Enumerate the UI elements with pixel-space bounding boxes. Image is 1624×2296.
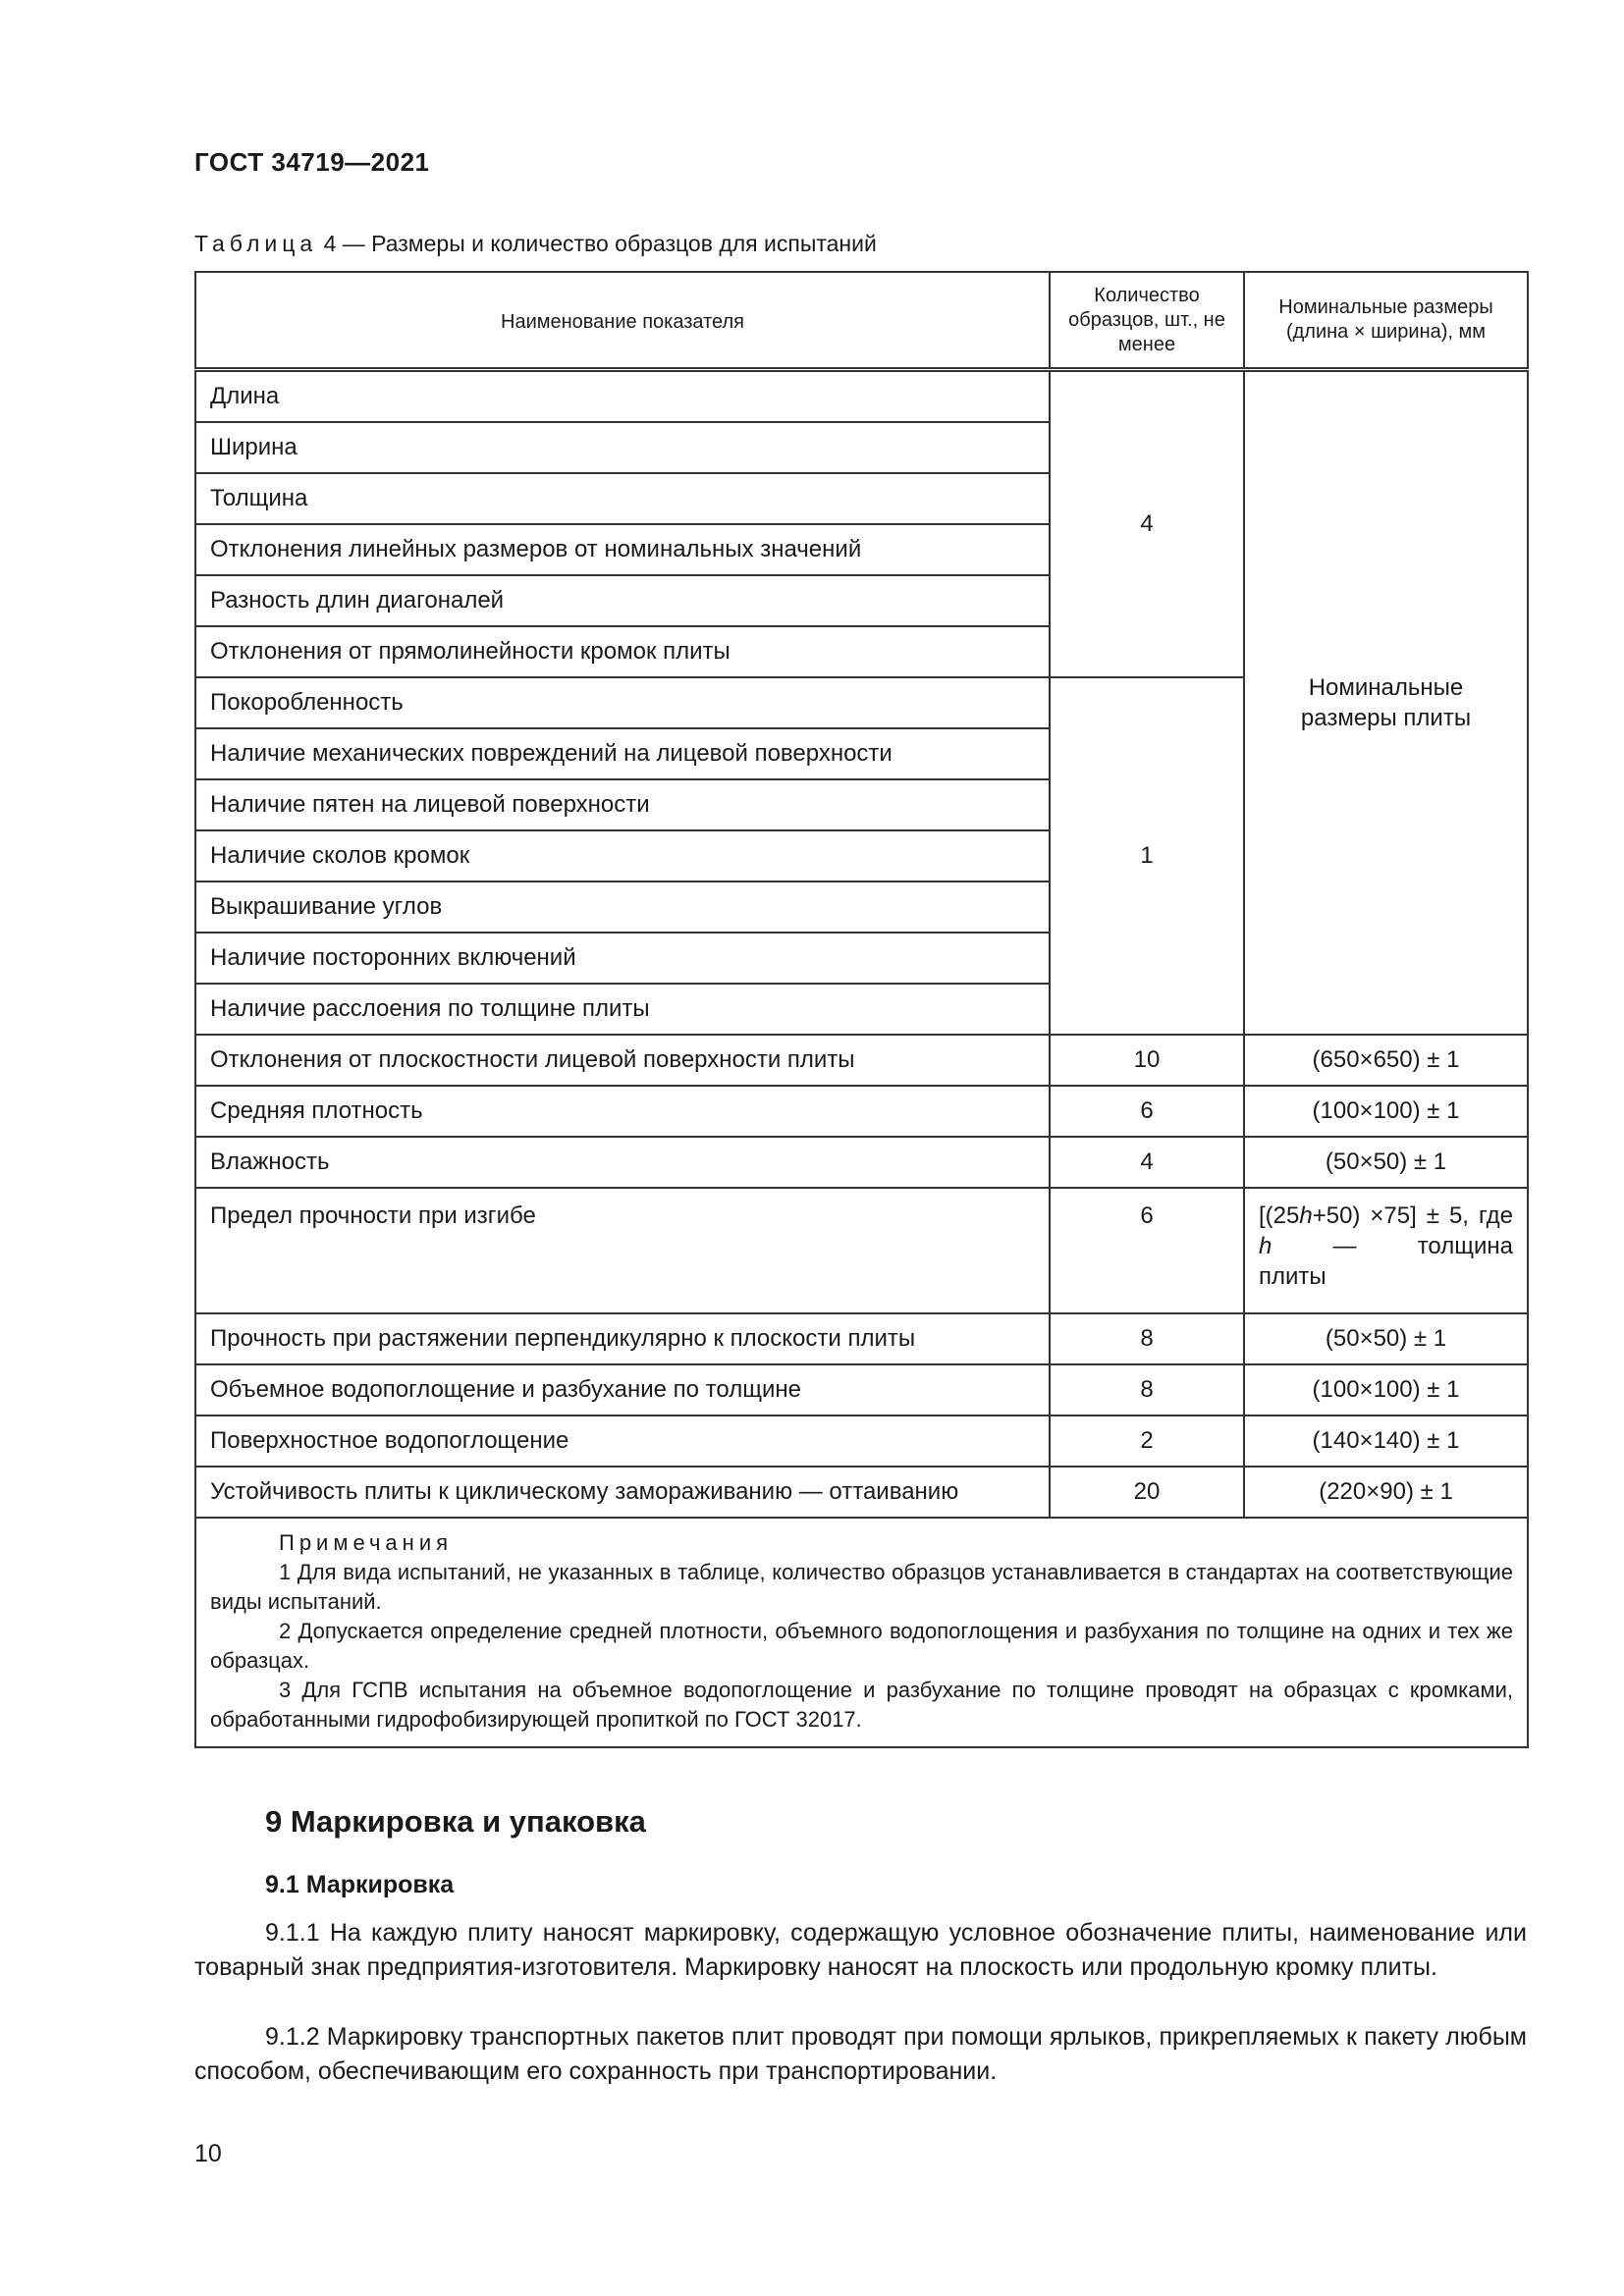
row-qty: 6 bbox=[1050, 1086, 1244, 1137]
row-name: Длина bbox=[195, 370, 1050, 423]
header-name: Наименование показателя bbox=[195, 272, 1050, 370]
table-row bbox=[195, 1313, 1528, 1364]
row-name: Выкрашивание углов bbox=[195, 881, 1050, 933]
row-qty: 4 bbox=[1050, 1137, 1244, 1188]
row-name: Разность длин диагоналей bbox=[195, 575, 1050, 626]
paragraph: 9.1.1 На каждую плиту наносят маркировку, содержащую условное обозначение плиты, наименование или товарный знак предприятия-изготовителя. Маркировку наносят на плоскость или продольную кромку плиты. bbox=[194, 1919, 1527, 1981]
row-name: Покоробленность bbox=[195, 677, 1050, 728]
samples-table bbox=[194, 271, 1529, 1748]
notes-cell bbox=[195, 1518, 1528, 1747]
header-qty: Количество образцов, шт., не менее bbox=[1050, 272, 1244, 370]
row-qty: 8 bbox=[1050, 1364, 1244, 1415]
row-name: Предел прочности при изгибе bbox=[195, 1188, 1050, 1313]
row-dims: (650×650) ± 1 bbox=[1244, 1035, 1528, 1086]
table-row bbox=[195, 1415, 1528, 1467]
row-name: Отклонения от плоскостности лицевой поверхности плиты bbox=[195, 1035, 1050, 1086]
document-id: ГОСТ 34719—2021 bbox=[194, 147, 430, 177]
row-name: Наличие расслоения по толщине плиты bbox=[195, 984, 1050, 1035]
row-qty: 20 bbox=[1050, 1467, 1244, 1518]
row-name: Прочность при растяжении перпендикулярно к плоскости плиты bbox=[195, 1313, 1050, 1364]
section-heading: 9 Маркировка и упаковка bbox=[265, 1804, 646, 1839]
row-name: Отклонения линейных размеров от номинальных значений bbox=[195, 524, 1050, 575]
row-name: Устойчивость плиты к циклическому замораживанию — оттаиванию bbox=[195, 1467, 1050, 1518]
table-row bbox=[195, 370, 1528, 423]
row-name: Наличие посторонних включений bbox=[195, 933, 1050, 984]
dims-part: плиты bbox=[1259, 1263, 1326, 1290]
table-header-row bbox=[195, 272, 1528, 370]
row-dims: (50×50) ± 1 bbox=[1244, 1313, 1528, 1364]
table-row bbox=[195, 1035, 1528, 1086]
row-dims: (50×50) ± 1 bbox=[1244, 1137, 1528, 1188]
notes-row bbox=[195, 1518, 1528, 1747]
dims-part: [(25 bbox=[1259, 1202, 1300, 1229]
row-dims: (220×90) ± 1 bbox=[1244, 1467, 1528, 1518]
row-dims bbox=[1244, 1188, 1528, 1313]
row-qty: 8 bbox=[1050, 1313, 1244, 1364]
row-qty: 6 bbox=[1050, 1188, 1244, 1313]
table-row bbox=[195, 1188, 1528, 1313]
paragraph: 9.1.2 Маркировку транспортных пакетов плит проводят при помощи ярлыков, прикрепляемых к пакету любым способом, обеспечивающим его сохранность при транспортировании. bbox=[194, 2023, 1527, 2085]
row-qty: 10 bbox=[1050, 1035, 1244, 1086]
group2-qty: 1 bbox=[1050, 677, 1244, 1035]
row-dims: (100×100) ± 1 bbox=[1244, 1364, 1528, 1415]
note-item: 2 Допускается определение средней плотности, объемного водопоглощения и разбухания по толщине на одних и тех же образцах. bbox=[210, 1619, 1513, 1673]
row-name: Наличие механических повреждений на лицевой поверхности bbox=[195, 728, 1050, 779]
row-name: Объемное водопоглощение и разбухание по толщине bbox=[195, 1364, 1050, 1415]
group1-qty: 4 bbox=[1050, 370, 1244, 678]
note-item: 1 Для вида испытаний, не указанных в таблице, количество образцов устанавливается в стандартах на соответствующие виды испытаний. bbox=[210, 1560, 1513, 1614]
table-caption-prefix: Таблица bbox=[194, 231, 318, 256]
table-row bbox=[195, 1467, 1528, 1518]
table-caption bbox=[194, 231, 877, 257]
row-name: Наличие сколов кромок bbox=[195, 830, 1050, 881]
row-name: Наличие пятен на лицевой поверхности bbox=[195, 779, 1050, 830]
subsection-heading: 9.1 Маркировка bbox=[265, 1871, 455, 1898]
row-name: Средняя плотность bbox=[195, 1086, 1050, 1137]
row-name: Толщина bbox=[195, 473, 1050, 524]
header-dims: Номинальные размеры (длина × ширина), мм bbox=[1244, 272, 1528, 370]
dims-part: +50) ×75] ± 5, где bbox=[1312, 1202, 1513, 1229]
row-name: Влажность bbox=[195, 1137, 1050, 1188]
row-name: Отклонения от прямолинейности кромок плиты bbox=[195, 626, 1050, 677]
row-name: Поверхностное водопоглощение bbox=[195, 1415, 1050, 1467]
note-item: 3 Для ГСПВ испытания на объемное водопоглощение и разбухание по толщине проводят на образцах с кромками, обработанными гидрофобизирующей пропиткой по ГОСТ 32017. bbox=[210, 1678, 1513, 1732]
dims-part: — толщина bbox=[1272, 1233, 1513, 1259]
row-dims: (140×140) ± 1 bbox=[1244, 1415, 1528, 1467]
notes-title: Примечания bbox=[279, 1530, 454, 1555]
merged-dims: Номинальные размеры плиты bbox=[1244, 370, 1528, 1036]
table-caption-text: 4 — Размеры и количество образцов для испытаний bbox=[317, 231, 877, 256]
row-dims: (100×100) ± 1 bbox=[1244, 1086, 1528, 1137]
row-qty: 2 bbox=[1050, 1415, 1244, 1467]
page-number: 10 bbox=[194, 2140, 222, 2167]
row-name: Ширина bbox=[195, 422, 1050, 473]
table-row bbox=[195, 1137, 1528, 1188]
table-row bbox=[195, 1364, 1528, 1415]
dims-var-h: h bbox=[1299, 1202, 1313, 1229]
table-row bbox=[195, 1086, 1528, 1137]
dims-var-h: h bbox=[1259, 1233, 1272, 1259]
